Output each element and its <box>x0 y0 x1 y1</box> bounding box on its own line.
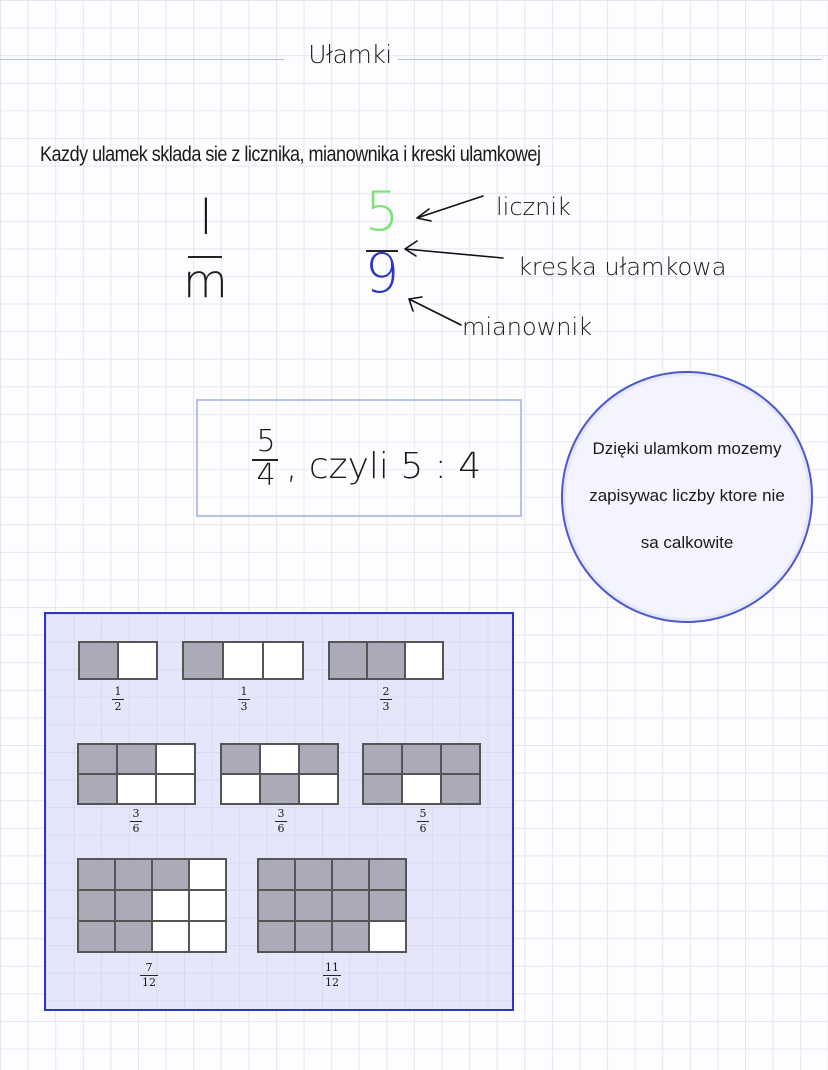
fraction-diagram-1-2 <box>78 641 158 680</box>
general-denominator: m <box>183 254 228 308</box>
empty-cell <box>260 744 299 774</box>
diagram-fraction-label <box>229 686 259 713</box>
diagram-denominator: 3 <box>240 700 248 713</box>
shaded-cell <box>115 921 152 952</box>
shaded-cell <box>332 890 369 921</box>
shaded-cell <box>115 859 152 890</box>
empty-cell <box>402 774 441 804</box>
arrow-mianownik <box>409 297 461 325</box>
division-text: , czyli 5 : 4 <box>286 446 482 487</box>
note-line-3: sa calkowite <box>640 533 734 552</box>
shaded-cell <box>258 859 295 890</box>
shaded-cell <box>363 744 402 774</box>
arrow-licznik <box>417 196 483 221</box>
diagram-numerator: 1 <box>240 685 248 698</box>
fraction-diagram-3-6 <box>220 743 339 805</box>
shaded-cell <box>115 890 152 921</box>
division-denominator: 4 <box>256 458 276 493</box>
shaded-cell <box>402 744 441 774</box>
empty-cell <box>369 921 406 952</box>
shaded-cell <box>332 921 369 952</box>
example-denominator: 9 <box>364 242 400 305</box>
shaded-cell <box>117 744 156 774</box>
fraction-diagram-11-12 <box>257 858 407 953</box>
empty-cell <box>405 642 443 679</box>
empty-cell <box>156 744 195 774</box>
fraction-diagram-1-3 <box>182 641 304 680</box>
diagram-fraction-label <box>103 686 133 713</box>
page-title: Ułamki <box>308 40 392 69</box>
shaded-cell <box>299 744 338 774</box>
arrow-kreska <box>405 241 503 258</box>
shaded-cell <box>441 744 480 774</box>
diagram-fraction-label <box>371 686 401 713</box>
intro-text: Kazdy ulamek sklada sie z licznika, mianownika i kreski ulamkowej <box>40 143 541 166</box>
fraction-diagram-7-12 <box>77 858 227 953</box>
empty-cell <box>152 921 189 952</box>
diagram-numerator: 5 <box>419 807 427 820</box>
general-numerator: l <box>199 190 213 246</box>
shaded-cell <box>260 774 299 804</box>
fraction-diagram-5-6 <box>362 743 481 805</box>
shaded-cell <box>78 921 115 952</box>
empty-cell <box>223 642 263 679</box>
shaded-cell <box>78 774 117 804</box>
shaded-cell <box>363 774 402 804</box>
shaded-cell <box>78 859 115 890</box>
empty-cell <box>117 774 156 804</box>
diagram-denominator: 6 <box>419 822 427 835</box>
shaded-cell <box>332 859 369 890</box>
example-numerator: 5 <box>364 180 400 243</box>
fraction-diagram-2-3 <box>328 641 444 680</box>
shaded-cell <box>258 921 295 952</box>
diagram-fraction-label <box>266 808 296 835</box>
shaded-cell <box>295 890 332 921</box>
diagram-denominator: 2 <box>114 700 122 713</box>
note-line-2: zapisywac liczby ktore nie <box>589 486 785 505</box>
empty-cell <box>118 642 157 679</box>
diagram-fraction-label <box>121 808 151 835</box>
diagram-numerator: 7 <box>145 961 153 974</box>
shaded-cell <box>295 859 332 890</box>
shaded-cell <box>329 642 367 679</box>
shaded-cell <box>221 744 260 774</box>
diagram-denominator: 6 <box>277 822 285 835</box>
diagram-fraction-label <box>408 808 438 835</box>
empty-cell <box>156 774 195 804</box>
shaded-cell <box>183 642 223 679</box>
shaded-cell <box>369 890 406 921</box>
diagram-numerator: 1 <box>114 685 122 698</box>
empty-cell <box>189 859 226 890</box>
diagram-numerator: 3 <box>132 807 140 820</box>
empty-cell <box>189 890 226 921</box>
diagram-fraction-label <box>134 962 164 989</box>
diagram-fraction-label <box>317 962 347 989</box>
empty-cell <box>189 921 226 952</box>
diagram-numerator: 11 <box>325 961 339 974</box>
note-line-1: Dzięki ulamkom mozemy <box>592 439 782 458</box>
label-kreska-ulamkowa: kreska ułamkowa <box>518 253 727 281</box>
title-rule-right <box>398 59 822 60</box>
diagram-denominator: 3 <box>382 700 390 713</box>
shaded-cell <box>367 642 405 679</box>
shaded-cell <box>441 774 480 804</box>
shaded-cell <box>78 744 117 774</box>
label-licznik: licznik <box>496 193 571 221</box>
diagram-numerator: 2 <box>382 685 390 698</box>
shaded-cell <box>79 642 118 679</box>
shaded-cell <box>258 890 295 921</box>
division-numerator: 5 <box>256 424 276 459</box>
empty-cell <box>263 642 303 679</box>
diagram-numerator: 3 <box>277 807 285 820</box>
shaded-cell <box>152 859 189 890</box>
diagram-denominator: 6 <box>132 822 140 835</box>
shaded-cell <box>78 890 115 921</box>
empty-cell <box>152 890 189 921</box>
diagram-denominator: 12 <box>325 976 339 989</box>
fraction-diagram-3-6 <box>77 743 196 805</box>
empty-cell <box>299 774 338 804</box>
shaded-cell <box>369 859 406 890</box>
title-rule-left <box>0 59 284 60</box>
empty-cell <box>221 774 260 804</box>
label-mianownik: mianownik <box>462 313 593 341</box>
shaded-cell <box>295 921 332 952</box>
diagram-denominator: 12 <box>142 976 156 989</box>
